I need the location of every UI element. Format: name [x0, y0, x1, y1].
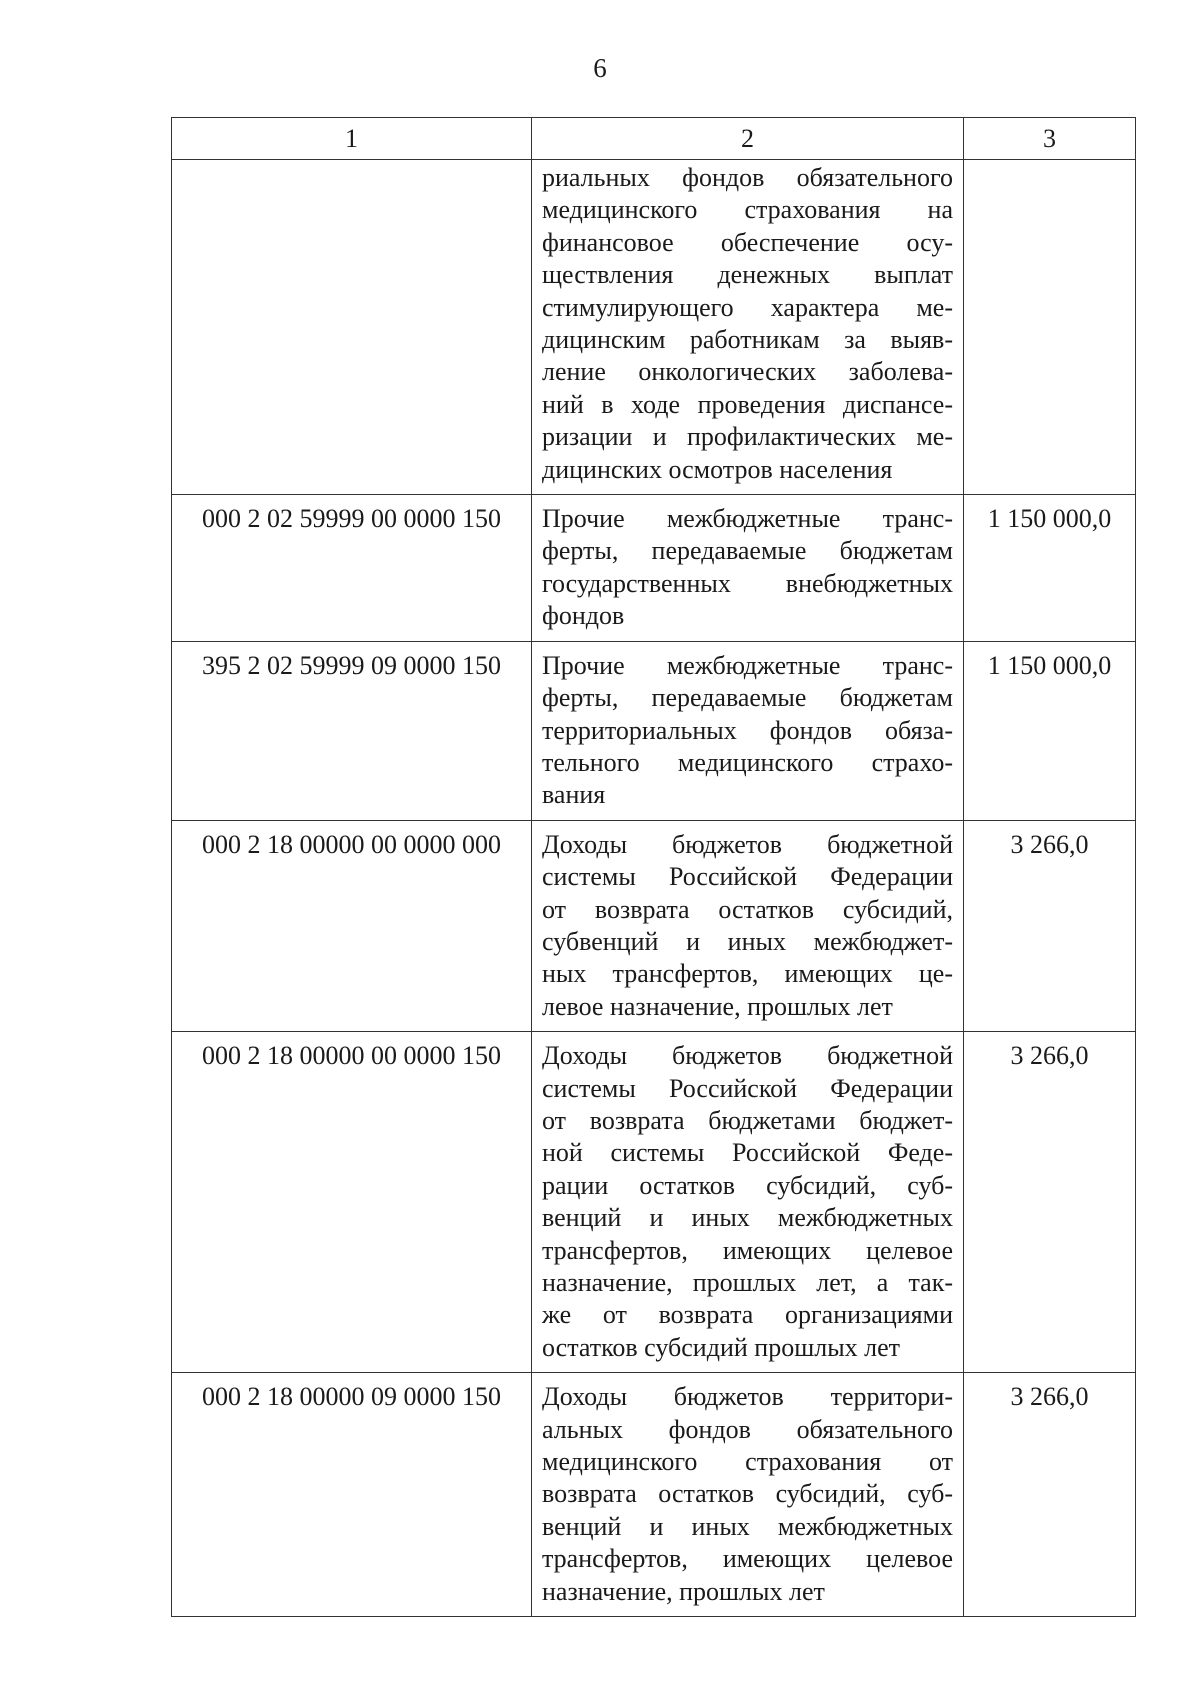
income-name-line: территориальных фондов обяза- [542, 715, 953, 745]
amount-cell: 3 266,0 [964, 820, 1136, 1031]
income-name-line: ной системы Российской Феде- [542, 1138, 953, 1168]
budget-code-cell: 000 2 18 00000 00 0000 150 [172, 1032, 532, 1373]
income-name-line: ществления денежных выплат [542, 260, 953, 290]
income-name-line: финансовое обеспечение осу- [542, 227, 953, 257]
income-name-line: ний в ходе проведения диспансе- [542, 389, 953, 419]
budget-code-cell [172, 160, 532, 495]
income-name-line: системы Российской Федерации [542, 1073, 953, 1103]
column-header-1: 1 [172, 118, 532, 160]
income-name-line: ление онкологических заболева- [542, 357, 953, 387]
income-name-line: левое назначение, прошлых лет [542, 991, 893, 1021]
income-name-cell [532, 160, 964, 495]
table-row [172, 495, 1136, 642]
income-name-line: альных фондов обязательного [542, 1414, 953, 1444]
income-name-cell [532, 1373, 964, 1617]
page-number: 6 [593, 53, 607, 83]
income-name-line: остатков субсидий прошлых лет [542, 1332, 901, 1362]
income-name-line: назначение, прошлых лет [542, 1576, 825, 1606]
income-name-line: от возврата остатков субсидий, [542, 894, 953, 924]
income-name-line: ризации и профилактических ме- [542, 422, 953, 452]
income-name-line: тельного медицинского страхо- [542, 747, 953, 777]
budget-code-cell: 000 2 02 59999 00 0000 150 [172, 495, 532, 642]
table-header-row [172, 118, 1136, 160]
income-name-line: медицинского страхования от [542, 1447, 953, 1477]
income-name-line: вания [542, 780, 606, 810]
income-name-line: системы Российской Федерации [542, 862, 953, 892]
income-name-cell [532, 641, 964, 820]
income-name-cell [532, 1032, 964, 1373]
income-name-line: Прочие межбюджетные транс- [542, 650, 953, 680]
table-row [172, 1373, 1136, 1617]
income-name-cell [532, 495, 964, 642]
budget-table [171, 117, 1136, 1617]
income-name-line: ферты, передаваемые бюджетам [542, 536, 953, 566]
table-row [172, 641, 1136, 820]
income-name-line: государственных внебюджетных [542, 568, 953, 598]
column-header-3: 3 [964, 118, 1136, 160]
budget-code-cell: 000 2 18 00000 00 0000 000 [172, 820, 532, 1031]
income-name-cell [532, 820, 964, 1031]
budget-code-cell: 000 2 18 00000 09 0000 150 [172, 1373, 532, 1617]
income-name-line: от возврата бюджетами бюджет- [542, 1105, 953, 1135]
income-name-line: назначение, прошлых лет, а так- [542, 1268, 953, 1297]
income-name-line: субвенций и иных межбюджет- [542, 926, 953, 956]
income-name-line: трансфертов, имеющих целевое [542, 1235, 953, 1265]
income-name-line: трансфертов, имеющих целевое [542, 1544, 953, 1574]
table-row [172, 1032, 1136, 1373]
income-name-line: ферты, передаваемые бюджетам [542, 683, 953, 713]
income-name-line: Прочие межбюджетные транс- [542, 504, 953, 534]
table-row [172, 160, 1136, 495]
income-name-line: рации остатков субсидий, суб- [542, 1170, 953, 1200]
table-body [172, 160, 1136, 1617]
income-name-line: дицинских осмотров населения [542, 454, 893, 484]
income-name-line: Доходы бюджетов бюджетной [542, 1041, 953, 1071]
income-name-line: венций и иных межбюджетных [542, 1511, 953, 1541]
income-name-line: медицинского страхования на [542, 195, 953, 225]
income-name-line: риальных фондов обязательного [542, 163, 953, 192]
income-name-line: венций и иных межбюджетных [542, 1203, 953, 1233]
amount-cell: 1 150 000,0 [964, 641, 1136, 820]
income-name-line: же от возврата организациями [542, 1300, 953, 1330]
amount-cell [964, 160, 1136, 495]
amount-cell: 1 150 000,0 [964, 495, 1136, 642]
income-name-line: возврата остатков субсидий, суб- [542, 1479, 953, 1509]
column-header-2: 2 [532, 118, 964, 160]
table-row [172, 820, 1136, 1031]
income-name-line: Доходы бюджетов территори- [542, 1382, 953, 1412]
income-name-line: стимулирующего характера ме- [542, 292, 953, 322]
amount-cell: 3 266,0 [964, 1032, 1136, 1373]
income-name-line: ных трансфертов, имеющих це- [542, 959, 953, 989]
income-name-line: Доходы бюджетов бюджетной [542, 829, 953, 859]
income-name-line: дицинским работникам за выяв- [542, 325, 953, 355]
budget-code-cell: 395 2 02 59999 09 0000 150 [172, 641, 532, 820]
amount-cell: 3 266,0 [964, 1373, 1136, 1617]
income-name-line: фондов [542, 601, 625, 631]
